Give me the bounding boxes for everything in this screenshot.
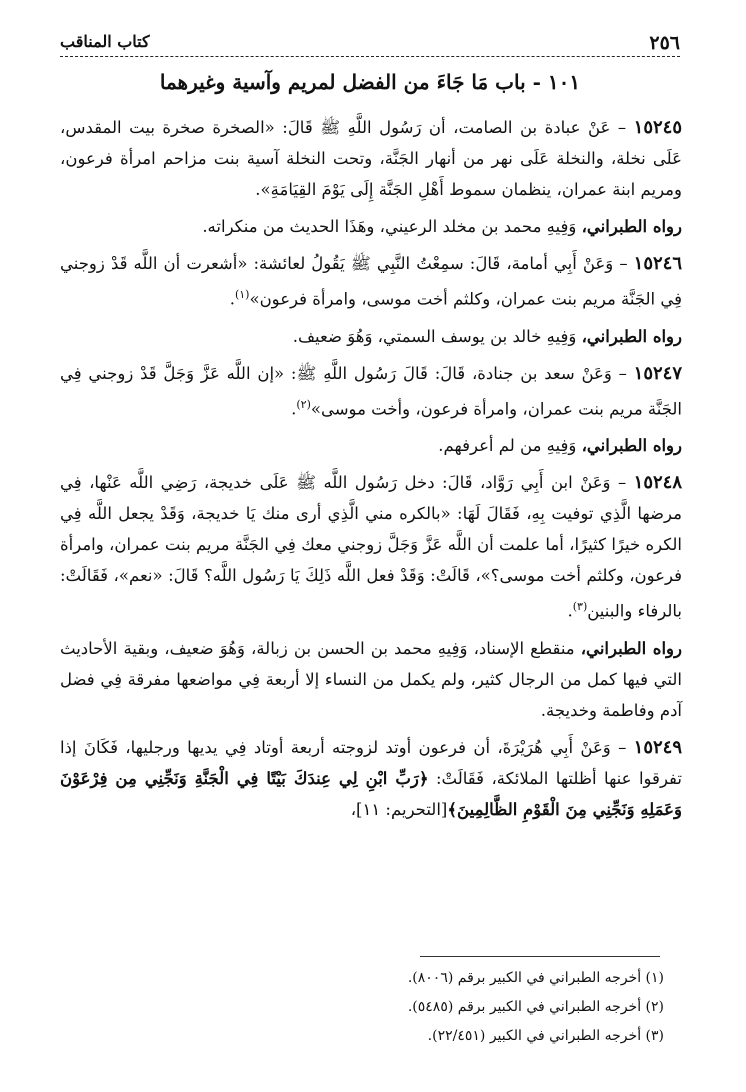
- hadith-15249: [60, 732, 682, 825]
- hadith-tail: .: [291, 399, 297, 418]
- page-header: [60, 28, 680, 57]
- book-title: كتاب المناقب: [60, 32, 150, 51]
- hadith-text: – عَنْ عبادة بن الصامت، أن رَسُول اللَّهِ ﷺ قَالَ: «الصخرة صخرة بيت المقدس، عَلَى نخلة، والنخلة عَلَى نهر من أنهار الجَنَّة، وتحت النخلة آسية بنت مزاحم امرأة فرعون، ومريم ابنة عمران، ينظمان سموط أَهْلِ الجَنَّة إِلَى يَوْمَ القِيَامَةِ».: [60, 118, 682, 199]
- narrator-label: رواه الطبراني،: [580, 638, 682, 658]
- page-number: ٢٥٦: [649, 32, 680, 54]
- hadith-number: ١٥٢٤٦: [633, 253, 682, 274]
- note-text: منقطع الإسناد، وَفِيهِ محمد بن الحسن بن زبالة، وَهُوَ ضعيف، وبقية الأحاديث التي فيها كمل من الرجال كثير، ولم يكمل من النساء إلا أربعة فِي مواضعها مفرقة فِي فضل آدم وفاطمة وخديجة.: [60, 638, 682, 720]
- hadith-15247: [60, 358, 682, 425]
- note-text: وَفِيهِ محمد بن مخلد الرعيني، وهَذَا الحديث من منكراته.: [202, 217, 582, 236]
- hadith-number: ١٥٢٤٧: [633, 362, 682, 384]
- narrator-label: رواه الطبراني،: [581, 326, 682, 346]
- quran-verse: ﴿رَبِّ ابْنِ لِي عِندَكَ بَيْتًا فِي الْجَنَّةِ وَنَجِّنِي مِن فِرْعَوْنَ وَعَمَلِهِ وَنَجِّنِي مِنَ الْقَوْمِ الظَّالِمِينَ﴾: [60, 768, 682, 819]
- narrator-label: رواه الطبراني،: [581, 436, 682, 455]
- hadith-tail: .: [567, 601, 573, 621]
- hadith-number: ١٥٢٤٨: [633, 472, 682, 493]
- hadith-number: ١٥٢٤٩: [633, 736, 682, 758]
- hadith-15246: [60, 248, 682, 315]
- note-text: وَفِيهِ من لم أعرفهم.: [438, 436, 582, 455]
- footnote-item: (١) أخرجه الطبراني في الكبير برقم (٨٠٠٦).: [407, 970, 664, 986]
- hadith-text: – وَعَنْ أَبِي أمامة، قَالَ: سمِعْتُ النَّبِي ﷺ يَقُولُ لعائشة: «أشعرت أن اللَّه قَدْ زوجني فِي الجَنَّة مريم بنت عمران، وكلثم أخت موسى، وامرأة فرعون»: [60, 254, 682, 309]
- narration-note: [60, 321, 682, 352]
- hadith-15248: [60, 467, 682, 627]
- footnote-ref: (١): [234, 288, 250, 301]
- surah-reference: [التحريم: ١١]،: [350, 799, 448, 819]
- page-body: [60, 112, 682, 831]
- narration-note: [60, 430, 682, 461]
- narration-note: [60, 211, 682, 242]
- hadith-number: ١٥٢٤٥: [633, 117, 682, 138]
- hadith-tail: .: [229, 289, 235, 309]
- hadith-text: – وَعَنْ أَبِي هُرَيْرَةَ، أن فرعون أوتد لزوجته أربعة أوتاد فِي يديها ورجليها، فَكَانَ إذا تفرقوا عنها أظلتها الملائكة، فَقَالَتْ:: [60, 737, 682, 788]
- footnote-separator: [420, 956, 660, 957]
- footnote-item: (٣) أخرجه الطبراني في الكبير (٢٢/٤٥١).: [427, 1028, 664, 1044]
- hadith-text: – وَعَنْ ابن أَبِي رَوَّاد، قَالَ: دخل رَسُول اللَّه ﷺ عَلَى خديجة، رَضِي اللَّه عَنْها، فِي مرضها الَّذِي توفيت بِهِ، فَقَالَ لَهَا: «بالكره مني الَّذِي أرى منك يَا خديجة، وَقَدْ يجعل اللَّه فِي الكره خيرًا كثيرًا، أما علمت أن اللَّه عَزَّ وَجَلَّ زوجني معك فِي الجَنَّة مريم بنت عمران، وامرأة فرعون، وكلثم أخت موسى؟»، قَالَتْ: وَقَدْ فعل اللَّه ذَلِكَ يَا رَسُول اللَّه؟ قَالَ: «نعم»، فَقَالَتْ: بالرفاء والبنين: [60, 473, 682, 621]
- footnote-ref: (٢): [296, 397, 311, 411]
- hadith-15245: [60, 112, 682, 205]
- note-text: وَفِيهِ خالد بن يوسف السمتي، وَهُوَ ضعيف.: [292, 326, 582, 346]
- footnotes: [60, 964, 664, 1051]
- narration-note: [60, 633, 682, 726]
- hadith-text: – وَعَنْ سعد بن جنادة، قَالَ: قَالَ رَسُول اللَّهِ ﷺ: «إن اللَّه عَزَّ وَجَلَّ قَدْ زوجني فِي الجَنَّة مريم بنت عمران، وامرأة فرعون، وأخت موسى»: [60, 363, 682, 418]
- footnote-ref: (٣): [572, 600, 588, 613]
- narrator-label: رواه الطبراني،: [581, 217, 682, 236]
- chapter-title: ١٠١ - باب مَا جَاءَ من الفضل لمريم وآسية وغيرهما: [159, 70, 581, 94]
- footnote-item: (٢) أخرجه الطبراني في الكبير برقم (٥٤٨٥).: [407, 999, 664, 1015]
